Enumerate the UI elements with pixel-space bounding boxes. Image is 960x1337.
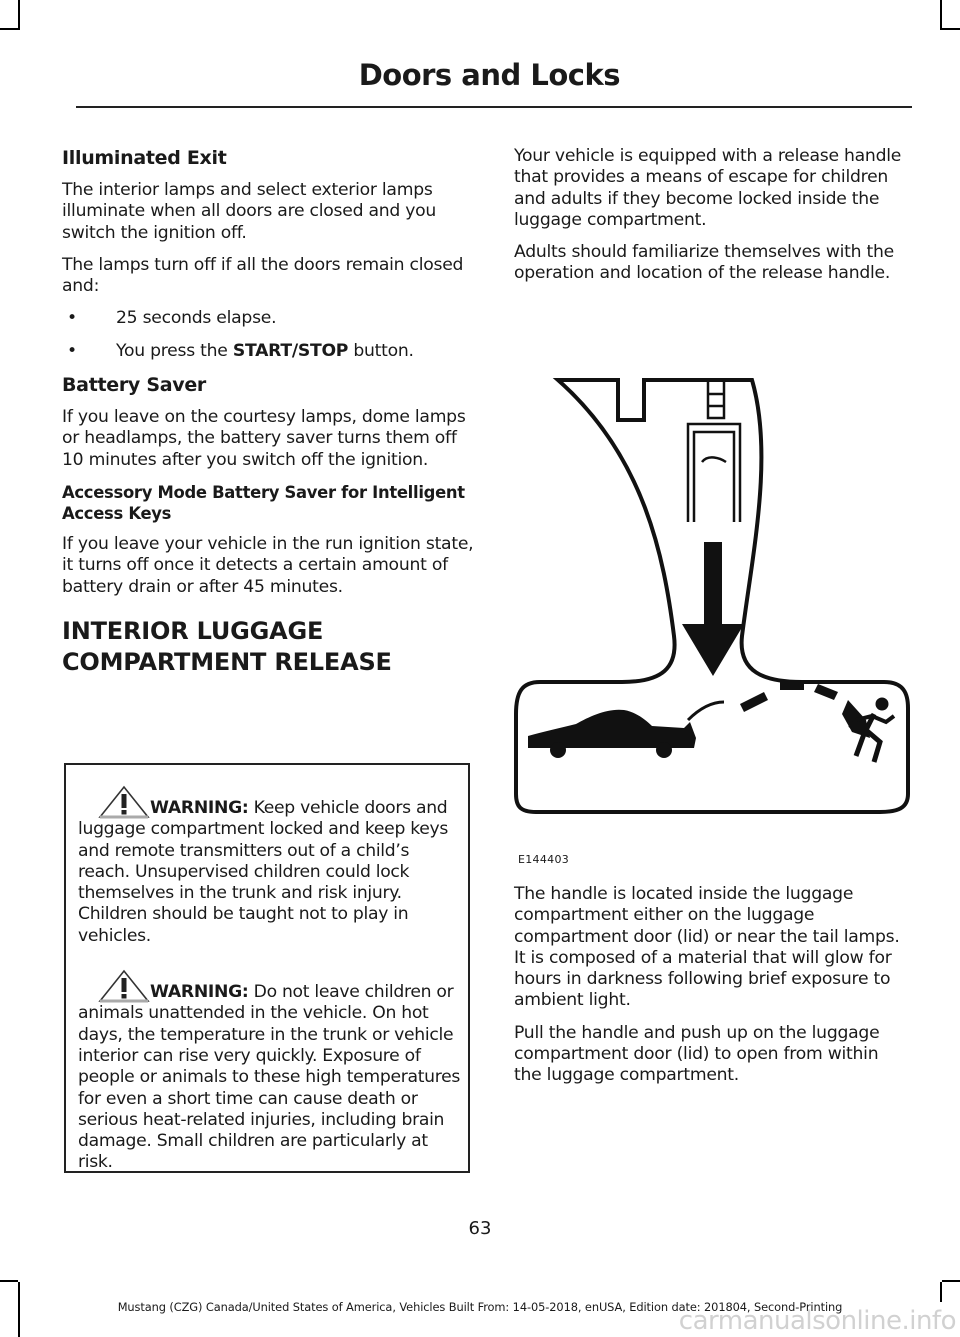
bullet: • <box>67 308 77 329</box>
paragraph: The interior lamps and select exterior lamps illuminate when all doors are closed and you switch the ignition off. <box>62 180 437 243</box>
heading-accessory-mode: Accessory Mode Battery Saver for Intelligent Access Keys <box>62 482 465 523</box>
bullet-list <box>62 308 476 362</box>
section-heading-line1: INTERIOR LUGGAGE <box>62 616 324 645</box>
crop-mark <box>940 1282 942 1302</box>
crop-mark <box>0 1280 18 1282</box>
release-handle-illustration <box>512 376 910 816</box>
paragraph: The lamps turn off if all the doors remain closed and: <box>62 254 464 297</box>
warning-triangle-icon <box>98 785 150 819</box>
section-heading <box>62 616 476 678</box>
right-column <box>514 146 910 296</box>
paragraph: If you leave on the courtesy lamps, dome lamps or headlamps, the battery saver turns them off 10 minutes after you switch off the ignition. <box>62 407 466 470</box>
paragraph: Pull the handle and push up on the luggage compartment door (lid) to open from within the luggage compartment. <box>514 1022 880 1086</box>
paragraph: If you leave your vehicle in the run ignition state, it turns off once it detects a certain amount of battery drain or after 45 minutes. <box>62 533 474 597</box>
start-stop-label: START/STOP <box>232 340 349 361</box>
warning-text: Keep vehicle doors and luggage compartment locked and keep keys and remote transmitters out of a child’s reach. Unsupervised children could lock themselves in the trunk and risk injury. Children should be taught not to play in vehicles. <box>78 798 449 946</box>
figure-id: E144403 <box>518 853 570 866</box>
watermark: carmanualsonline.info <box>678 1306 956 1336</box>
header-divider <box>76 106 912 108</box>
warning-paragraph <box>78 785 462 947</box>
warning-box <box>64 763 470 1173</box>
paragraph: Your vehicle is equipped with a release handle that provides a means of escape for children and adults if they become locked inside the luggage compartment. <box>514 146 902 230</box>
footer-text: Mustang (CZG) Canada/United States of America, Vehicles Built From: 14-05-2018, enUSA, Edition date: 201804, Second-Printing <box>117 1300 843 1314</box>
warning-triangle-icon <box>98 969 150 1003</box>
left-column <box>62 146 476 692</box>
list-item-text: 25 seconds elapse. <box>116 308 277 329</box>
paragraph: The handle is located inside the luggage compartment either on the luggage compartment door (lid) or near the tail lamps. It is composed of a material that will glow for hours in darkness following brief exposure to ambient light. <box>514 884 900 1011</box>
crop-mark <box>940 0 942 30</box>
section-heading-line2: COMPARTMENT RELEASE <box>62 647 392 676</box>
list-item-text: You press the <box>116 340 233 361</box>
right-column-lower <box>514 884 910 1098</box>
bullet: • <box>67 340 77 361</box>
paragraph: Adults should familiarize themselves with the operation and location of the release handle. <box>514 242 894 284</box>
crop-mark <box>942 1280 960 1282</box>
crop-mark <box>0 28 18 30</box>
heading-illuminated-exit: Illuminated Exit <box>62 147 227 169</box>
list-item <box>62 341 476 362</box>
list-item-text: button. <box>348 340 414 361</box>
warning-keyword: WARNING: <box>150 798 249 818</box>
warning-keyword: WARNING: <box>150 982 249 1003</box>
heading-battery-saver: Battery Saver <box>62 374 206 397</box>
crop-mark <box>942 28 960 30</box>
list-item <box>62 308 476 329</box>
crop-mark <box>18 0 20 30</box>
page-number: 63 <box>468 1218 492 1239</box>
page-title: Doors and Locks <box>358 58 620 92</box>
warning-paragraph <box>78 969 462 1174</box>
warning-text: Do not leave children or animals unattended in the vehicle. On hot days, the temperature in the trunk or vehicle interior can rise very quickly. Exposure of people or animals to these high temperatures for even a short time can cause death or serious heat-related injuries, including brain damage. Small children are particularly at risk. <box>78 982 461 1173</box>
